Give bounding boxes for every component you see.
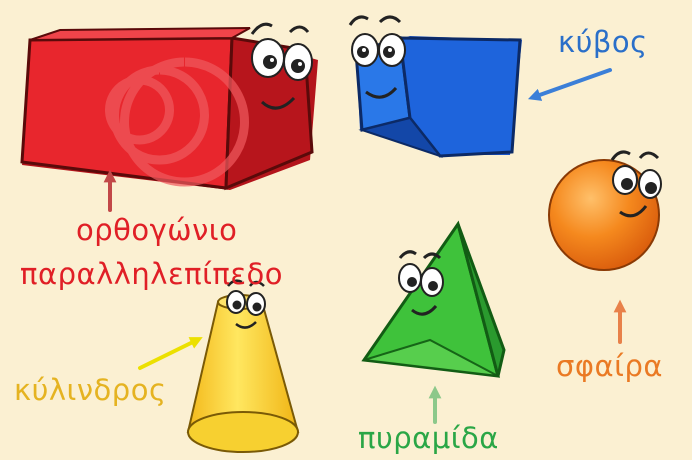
cube-shape bbox=[350, 17, 522, 156]
cube-arrow bbox=[534, 70, 610, 97]
cube-label: κύβος bbox=[558, 25, 648, 59]
pyramid-shape bbox=[364, 224, 504, 376]
cylinder-label: κύλινδρος bbox=[14, 373, 167, 407]
cylinder-arrow bbox=[140, 340, 197, 368]
pyramid-label: πυραμίδα bbox=[358, 421, 499, 455]
sphere-shape bbox=[549, 152, 661, 270]
cuboid-label-line1: ορθογώνιο bbox=[76, 213, 238, 247]
sphere-label: σφαίρα bbox=[556, 349, 663, 383]
cuboid-shape bbox=[22, 24, 318, 190]
cylinder-shape bbox=[188, 281, 298, 452]
cuboid-label-line2: παραλληλεπίπεδο bbox=[20, 257, 284, 291]
